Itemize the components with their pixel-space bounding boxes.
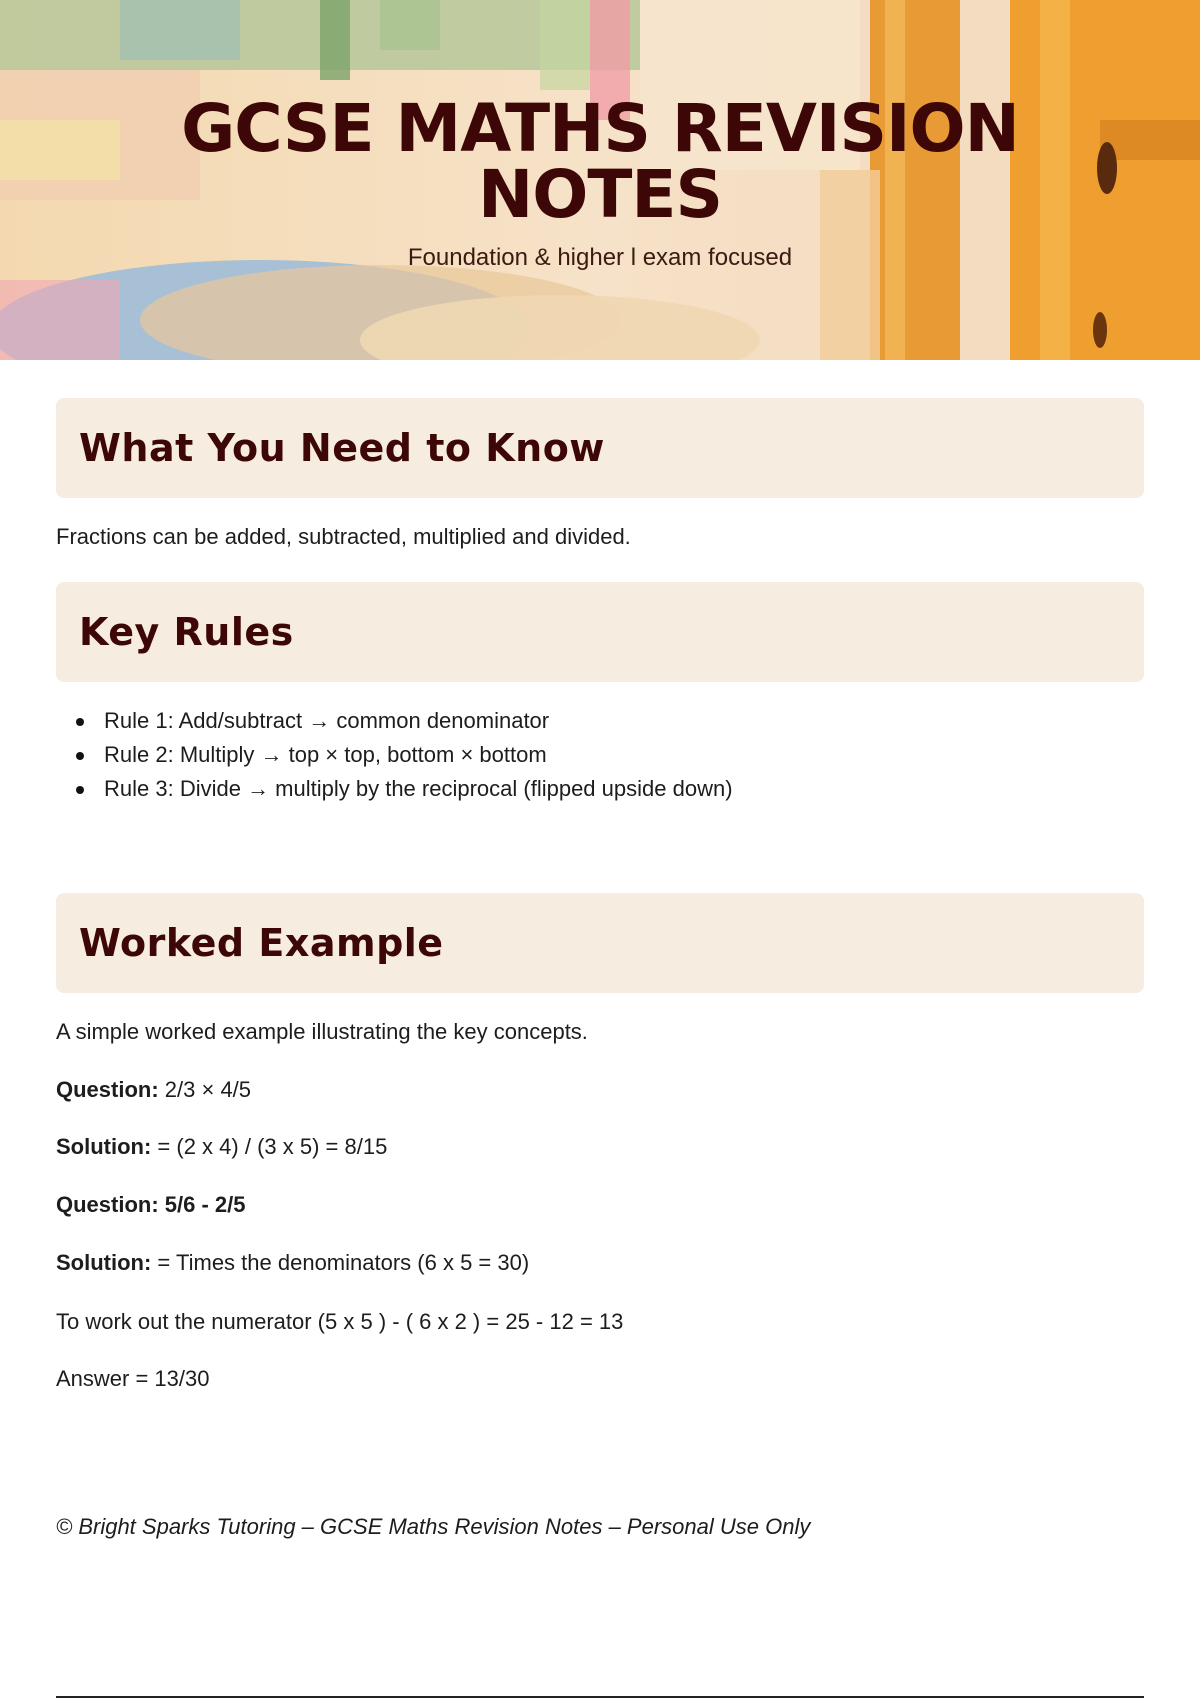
question-label: Question:: [56, 1077, 159, 1102]
section-header-worked-example: [56, 893, 1144, 993]
list-item: [56, 772, 733, 806]
bullet-icon: [76, 752, 84, 760]
key-rules-list: [56, 704, 733, 806]
example-intro: A simple worked example illustrating the key concepts.: [56, 1019, 588, 1044]
rule-text: Rule 1: Add/subtract → common denominator: [104, 708, 550, 733]
page-title-line-2: NOTES: [478, 156, 722, 233]
answer-line: Answer = 13/30: [56, 1366, 210, 1391]
solution-text: = Times the denominators (6 x 5 = 30): [151, 1250, 530, 1275]
page-title: [0, 90, 1200, 233]
section-heading: Key Rules: [79, 610, 294, 654]
know-paragraph: Fractions can be added, subtracted, multiplied and divided.: [56, 524, 631, 549]
list-item: [56, 738, 733, 772]
question-1: [56, 1077, 251, 1103]
question-2: [56, 1192, 246, 1218]
section-header-key-rules: [56, 582, 1144, 682]
page-title-line-1: GCSE MATHS REVISION: [181, 90, 1019, 167]
numerator-line: To work out the numerator (5 x 5 ) - ( 6 x 2 ) = 25 - 12 = 13: [56, 1309, 624, 1334]
section-header-what-you-need-to-know: [56, 398, 1144, 498]
solution-1: [56, 1134, 387, 1160]
copyright-note: © Bright Sparks Tutoring – GCSE Maths Revision Notes – Personal Use Only: [56, 1514, 811, 1539]
section-heading: What You Need to Know: [79, 426, 605, 470]
solution-label: Solution:: [56, 1134, 152, 1159]
hero-banner: [0, 0, 1200, 360]
bullet-icon: [76, 718, 84, 726]
solution-text: = (2 x 4) / (3 x 5) = 8/15: [151, 1134, 388, 1159]
bullet-icon: [76, 786, 84, 794]
divider: [56, 1696, 1144, 1698]
rule-text: Rule 2: Multiply → top × top, bottom × bottom: [104, 742, 547, 767]
solution-label: Solution:: [56, 1250, 152, 1275]
solution-2: [56, 1250, 529, 1276]
page-subtitle: Foundation & higher l exam focused: [407, 244, 793, 271]
rule-text: Rule 3: Divide → multiply by the reciprocal (flipped upside down): [104, 776, 733, 801]
section-heading: Worked Example: [79, 921, 444, 965]
question-label: Question: 5/6 - 2/5: [56, 1192, 246, 1217]
list-item: [56, 704, 733, 738]
question-text: 2/3 × 4/5: [158, 1077, 252, 1102]
